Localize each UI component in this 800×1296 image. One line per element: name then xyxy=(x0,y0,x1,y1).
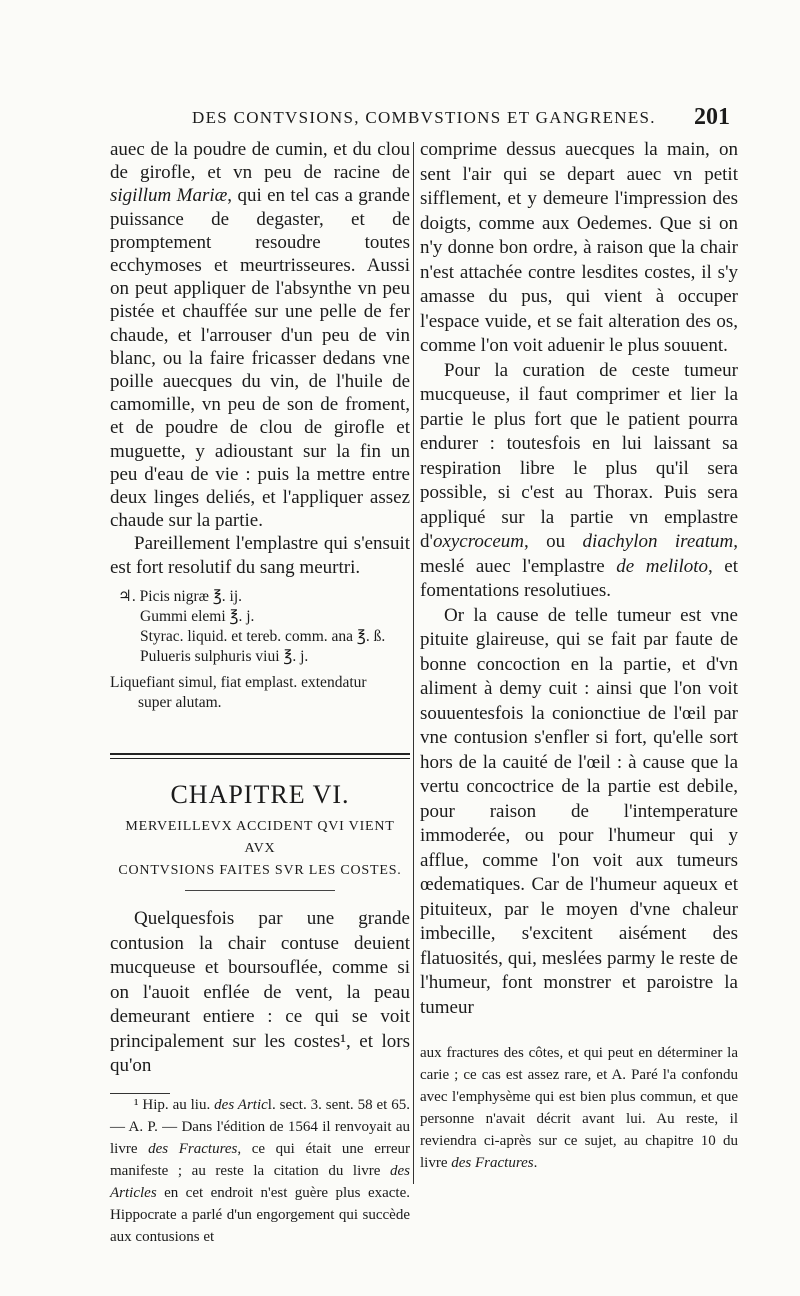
text-run: auec de la poudre de cumin, et du clou de girofle, et vn peu de racine de xyxy=(110,139,410,184)
running-header xyxy=(96,106,736,134)
recipe-block xyxy=(110,587,410,713)
left-paragraph-3: Quelquesfois par une grande contusion la chair contuse deuient mucqueuse et boursouflée, comme si on l'auoit enflée de vent, la peau demeurant entiere : ce qui se voit principalement sur les costes¹, et lors qu'on xyxy=(110,908,410,1077)
right-paragraph-2 xyxy=(420,359,738,604)
text-run: , meslé auec l'emplastre xyxy=(420,531,739,577)
footnote-continuation xyxy=(420,1042,738,1174)
chapter-rule xyxy=(110,758,410,759)
left-paragraph-1 xyxy=(110,138,410,532)
recipe-line: Gummi elemi ℥. j. xyxy=(140,607,255,625)
right-column xyxy=(420,138,738,1174)
chapter-subtitle xyxy=(110,816,410,882)
column-divider xyxy=(413,142,414,1184)
text-run: , ce qui était une erreur manifeste ; au reste la citation du livre xyxy=(110,1140,410,1179)
footnote-1 xyxy=(110,1094,410,1248)
recipe-line: ♃. Picis nigræ ℥. ij. xyxy=(118,587,243,605)
chapter-subtitle-line: MERVEILLEVX ACCIDENT QVI VIENT AVX xyxy=(125,819,395,857)
chapter-title: CHAPITRE VI. xyxy=(170,779,350,809)
text-run: Pour la curation de ceste tumeur mucqueuse, il faut comprimer et lier la partie le plus fort que le patient pourra endurer : toutesfois en lui laissant sa respiration libre le plus qu'il sera possible, si c'est au Thorax. Puis sera appliqué sur la partie vn emplastre d' xyxy=(420,359,738,552)
chapter-underline xyxy=(185,890,335,891)
running-title: DES CONTVSIONS, COMBVSTIONS ET GANGRENES. xyxy=(192,108,656,127)
text-run: . xyxy=(533,1155,538,1171)
italic-term: oxycroceum xyxy=(432,531,525,552)
text-run: , et fomentations resolutiues. xyxy=(420,555,738,601)
italic-term: des Fractures xyxy=(148,1140,238,1157)
right-paragraph-3: Or la cause de telle tumeur est vne pituite glaireuse, qui se fait par faute de bonne concoction en la partie, et d'vn aliment à demy cuit : ainsi que l'on voit souuentesfois la conionctiue de l'œil par vne contusion s'enfler si fort, qu'elle sort hors de la cauité de l'œil : à cause que la vertu concoctrice de la partie est debile, pour raison de l'intemperature immoderée, ou pour l'humeur qui y afflue, comme l'on voit aux tumeurs œdematiques. Car de l'humeur aqueux et pituiteux, par le moyen d'vne chaleur imbecille, s'excitent aisément des flatuosités, qui, meslées parmy le reste de l'humeur, font monstrer et paroistre la tumeur xyxy=(420,604,738,1018)
italic-term: des Articles xyxy=(110,1162,410,1201)
recipe-line: Pulueris sulphuris viui ℥. j. xyxy=(140,647,309,665)
text-run: ¹ Hip. au liu. xyxy=(134,1096,215,1113)
text-run: l. sect. 3. sent. 58 et 65. — A. P. — Dans l'édition de 1564 il renvoyait au livre xyxy=(110,1096,411,1157)
recipe-instruction: super alutam. xyxy=(138,693,222,711)
italic-term: des Fractures xyxy=(451,1155,534,1171)
text-run: , ou xyxy=(524,531,583,552)
page-number: 201 xyxy=(694,104,730,130)
left-paragraph-2: Pareillement l'emplastre qui s'ensuit est fort resolutif du sang meurtri. xyxy=(110,533,410,578)
chapter-subtitle-line: CONTVSIONS FAITES SVR LES COSTES. xyxy=(118,863,402,879)
italic-term: sigillum Mariæ xyxy=(110,185,228,207)
right-paragraph-1: comprime dessus auecques la main, on sent l'air qui se depart auec vn petit sifflement, et y demeure l'impression des doigts, comme aux Oedemes. Que si on n'y donne bon ordre, à raison que la chair n'est attachée contre lesdites costes, il s'y amasse du pus, qui vient à occuper l'espace vuide, et se fait alteration des os, comme l'on voit aduenir le plus souuent. xyxy=(420,139,738,356)
text-run: , qui en tel cas a grande puissance de degaster, et de promptement resoudre toutes ecchymoses et meurtrisseures. Aussi on peut appliquer de l'absynthe vn peu pistée et chauffée sur une pelle de fer chaude, et l'arrouser d'un peu de vin blanc, ou la faire fricasser dedans vne poille auecques du vin, de l'huile de camomille, vn peu de son de froment, et de poudre de clou de girofle et muguette, y adioustant sur la fin un peu d'eau de vie : puis la mettre entre deux linges deliés, et l'appliquer assez chaude sur la partie. xyxy=(110,185,410,532)
text-run: aux fractures des côtes, et qui peut en déterminer la carie ; ce cas est assez rare, et A. Paré l'a confondu avec l'emphysème qui est bien plus commun, et que personne n'avait décrit avant lui. Au reste, il reviendra ci-après sur ce sujet, au chapitre 10 du livre xyxy=(420,1045,738,1171)
recipe-line: Styrac. liquid. et tereb. comm. ana ℥. ß. xyxy=(140,627,386,645)
italic-term: diachylon ireatum xyxy=(582,531,734,552)
recipe-instruction: Liquefiant simul, fiat emplast. extendatur xyxy=(110,673,367,691)
italic-term: de meliloto xyxy=(616,555,708,577)
left-column xyxy=(110,138,410,1248)
chapter-rule xyxy=(110,753,410,755)
italic-term: des Artic xyxy=(214,1096,268,1113)
text-run: en cet endroit n'est guère plus exacte. Hippocrate a parlé d'un engorgement qui succède aux contusions et xyxy=(110,1184,410,1245)
